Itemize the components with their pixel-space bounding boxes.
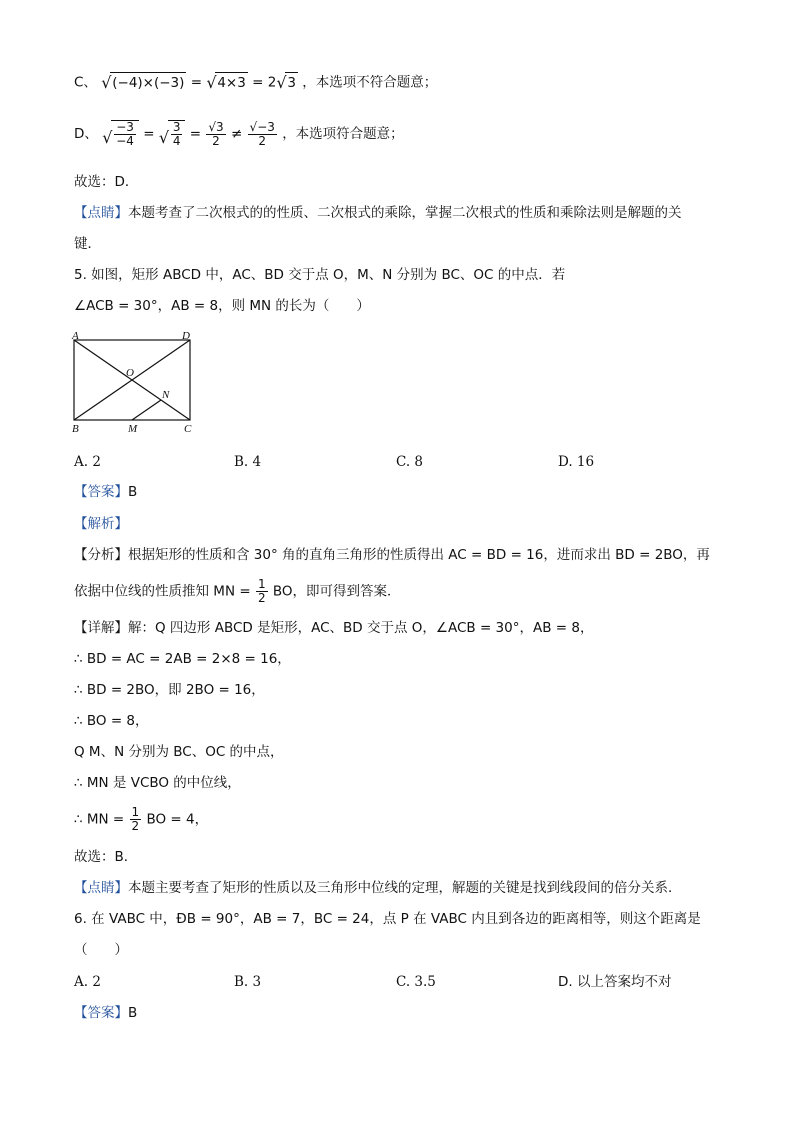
q6-option-c: C. 3.5: [396, 974, 436, 990]
q5-detail-line6: ∴ MN 是 VCBO 的中位线，: [74, 775, 241, 791]
segment-mn: [132, 400, 161, 420]
q6-option-b: B. 3: [234, 974, 262, 990]
q6-stem-line1: 6. 在 VABC 中，ÐB = 90°，AB = 7，BC = 24，点 P 在 VABC 内且到各边的距离相等，则这个距离是: [74, 911, 701, 927]
q6-option-d: D. 以上答案均不对: [558, 974, 672, 990]
sqrt-expression: √ 4×3: [206, 73, 246, 92]
sqrt-fraction: √ $\frac{-3}{-4}$: [102, 120, 139, 148]
label-o: O: [126, 367, 134, 379]
q4-comment-line2: 键．: [74, 236, 101, 252]
q5-analysis-tag: 【解析】: [74, 516, 128, 532]
label-n: N: [162, 389, 170, 401]
option-d-verdict: ，本选项符合题意；: [282, 126, 404, 142]
option-c-line: C、 √ (−4)×(−3) = √ 4×3 = 2 √ 3 ，本选项不符合题意；: [74, 73, 438, 92]
label-m: M: [128, 423, 138, 434]
q5-option-a: A. 2: [74, 454, 101, 470]
option-d-line: D、 √ $\frac{-3}{-4}$ = √ $\frac{3}{4}$ = $\frac{√3}{2}$ ≠ $\frac{√-3}{2}$ ，本选项符合题意；: [74, 119, 404, 148]
option-c-verdict: ，本选项不符合题意；: [302, 74, 438, 91]
q5-option-b: B. 4: [234, 454, 262, 470]
q5-detail-line7: ∴ MN = $\frac{1}{2}$ BO = 4，: [74, 805, 209, 833]
label-a: A: [72, 330, 79, 342]
comment-tag: 【点睛】: [74, 880, 128, 896]
answer-tag: 【答案】: [74, 1005, 128, 1021]
q6-stem-line2: （ ）: [74, 942, 128, 958]
rectangle-figure: [68, 330, 200, 434]
answer-tag: 【答案】: [74, 484, 128, 500]
q5-detail-line5: Q M、N 分别为 BC、OC 的中点，: [74, 744, 284, 760]
q5-stem-line2: ∠ACB = 30°，AB = 8，则 MN 的长为（ ）: [74, 298, 370, 314]
label-c: C: [184, 423, 192, 434]
sqrt-fraction: √ $\frac{3}{4}$: [159, 120, 186, 148]
q5-detail-line3: ∴ BD = 2BO，即 2BO = 16，: [74, 682, 265, 698]
sqrt-expression: √ (−4)×(−3): [101, 73, 185, 92]
q4-choose: 故选：D．: [74, 174, 139, 190]
q5-comment: 【点睛】本题主要考查了矩形的性质以及三角形中位线的定理，解题的关键是找到线段间的倍分关系．: [74, 880, 682, 896]
fraction-one-half: $\frac{1}{2}$: [131, 805, 140, 833]
label-d: D: [182, 330, 190, 342]
fenxi-tag: 【分析】: [74, 547, 128, 563]
q5-option-d: D. 16: [558, 454, 595, 470]
fraction: $\frac{√-3}{2}$: [249, 119, 275, 148]
fraction: $\frac{√3}{2}$: [208, 119, 224, 148]
q5-answer: 【答案】B: [74, 484, 138, 500]
q5-detail-line1: 【详解】解：Q 四边形 ABCD 是矩形，AC、BD 交于点 O，∠ACB = 30°，AB = 8，: [74, 620, 594, 636]
q6-option-a: A. 2: [74, 974, 101, 990]
comment-tag: 【点睛】: [74, 205, 128, 221]
sqrt-expression: √ 3: [276, 73, 296, 92]
q5-option-c: C. 8: [396, 454, 424, 470]
q4-comment-line1: 【点睛】本题考查了二次根式的的性质、二次根式的乘除，掌握二次根式的性质和乘除法则是解题的关: [74, 205, 682, 221]
q5-detail-line2: ∴ BD = AC = 2AB = 2×8 = 16，: [74, 651, 291, 667]
q5-detail-line4: ∴ BO = 8，: [74, 713, 149, 729]
label-b: B: [72, 423, 79, 434]
fraction-one-half: $\frac{1}{2}$: [257, 577, 266, 605]
q5-fenxi-line1: 【分析】根据矩形的性质和含 30° 角的直角三角形的性质得出 AC = BD = 16，进而求出 BD = 2BO，再: [74, 547, 710, 563]
q5-fenxi-line2: 依据中位线的性质推知 MN = $\frac{1}{2}$ BO，即可得到答案．: [74, 577, 401, 605]
detail-tag: 【详解】: [74, 620, 128, 636]
q5-choose: 故选：B．: [74, 849, 138, 865]
q5-stem-line1: 5. 如图，矩形 ABCD 中，AC、BD 交于点 O，M、N 分别为 BC、OC 的中点．若: [74, 267, 566, 283]
q6-answer: 【答案】B: [74, 1005, 138, 1021]
option-c-prefix: C、: [74, 74, 97, 91]
